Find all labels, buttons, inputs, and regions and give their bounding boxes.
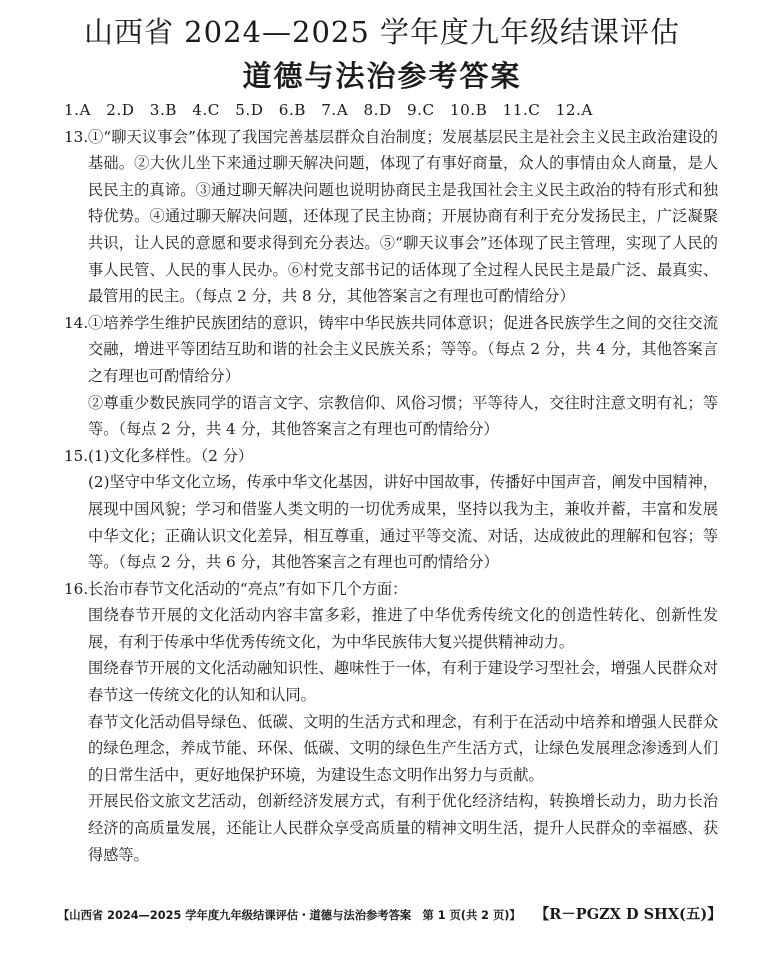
answer-paragraph: ①“聊天议事会”体现了我国完善基层群众自治制度；发展基层民主是社会主义民主政治建设的基础。②大伙儿坐下来通过聊天解决问题，体现了有事好商量，众人的事情由众人商量，是人民民主的真谛。③通过聊天解决问题也说明协商民主是我国社会主义民主政治的特有形式和独特优势。④通过聊天解决问题，还体现了民主协商；开展协商有利于充分发扬民主，广泛凝聚共识，让人民的意愿和要求得到充分表达。⑤“聊天议事会”还体现了民主管理，实现了人民的事人民管、人民的事人民办。⑥村党支部书记的话体现了全过程人民民主是最广泛、最真实、最管用的民主。（每点 2 分，共 8 分，其他答案言之有理也可酌情给分） (88, 127, 718, 306)
answer-content (64, 97, 718, 868)
mc-answer: 2.D (106, 101, 135, 119)
footer-code: 【R－PGZX D SHX(五)】 (534, 906, 722, 923)
mc-answer: 9.C (407, 101, 435, 119)
mc-answer: 5.D (235, 101, 264, 119)
mc-answer: 11.C (502, 101, 541, 119)
answer-paragraph: 围绕春节开展的文化活动内容丰富多彩，推进了中华优秀传统文化的创造性转化、创新性发展，有利于传承中华优秀传统文化，为中华民族伟大复兴提供精神动力。 (88, 606, 718, 651)
mc-answer: 7.A (321, 101, 349, 119)
answer-paragraph: ②尊重少数民族同学的语言文字、宗教信仰、风俗习惯；平等待人，交往时注意文明有礼；等等。（每点 2 分，共 4 分，其他答案言之有理也可酌情给分） (88, 393, 718, 439)
answer-paragraph: 长治市春节文化活动的“亮点”有如下几个方面： (88, 579, 408, 598)
question-number: 14. (64, 313, 89, 332)
page-footer (58, 903, 722, 924)
question-number: 15. (64, 446, 89, 465)
multiple-choice-answers (64, 97, 718, 124)
mc-answer: 10.B (449, 101, 488, 119)
mc-answer: 4.C (192, 101, 220, 119)
question-16 (64, 576, 718, 869)
question-13 (64, 124, 718, 310)
answer-paragraph: 春节文化活动倡导绿色、低碳、文明的生活方式和理念，有利于在活动中培养和增强人民群众的绿色理念，养成节能、环保、低碳、文明的绿色生产生活方式，让绿色发展理念渗透到人们的日常生活中，更好地保护环境，为建设生态文明作出努力与贡献。 (88, 712, 718, 784)
mc-answer: 6.B (278, 101, 306, 119)
mc-answer: 12.A (555, 101, 593, 119)
page-title: 山西省 2024—2025 学年度九年级结课评估 (83, 15, 681, 49)
mc-answer: 8.D (363, 101, 392, 119)
question-number: 13. (64, 127, 89, 146)
answer-paragraph: 围绕春节开展的文化活动融知识性、趣味性于一体，有利于建设学习型社会，增强人民群众对春节这一传统文化的认知和认同。 (88, 659, 718, 705)
page-subtitle: 道德与法治参考答案 (242, 59, 522, 93)
question-15 (64, 443, 718, 576)
mc-answer: 1.A (64, 101, 91, 119)
question-number: 16. (64, 579, 89, 598)
answer-paragraph: (2)坚守中华文化立场，传承中华文化基因，讲好中国故事，传播好中国声音，阐发中国精神，展现中国风貌；学习和借鉴人类文明的一切优秀成果，坚持以我为主，兼收并蓄，丰富和发展中华文化；正确认识文化差异，相互尊重，通过平等交流、对话，达成彼此的理解和包容；等等。（每点 2 分，共 6 分，其他答案言之有理也可酌情给分） (88, 473, 718, 572)
answer-paragraph: (1)文化多样性。（2 分） (88, 446, 254, 465)
question-14 (64, 310, 718, 443)
answer-paragraph: 开展民俗文旅文艺活动，创新经济发展方式，有利于优化经济结构，转换增长动力，助力长治经济的高质量发展，还能让人民群众享受高质量的精神文明生活，提升人民群众的幸福感、获得感等。 (88, 792, 718, 864)
footer-text: 【山西省 2024—2025 学年度九年级结课评估・道德与法治参考答案 第 1 页(共 2 页)】 (58, 909, 521, 922)
answer-paragraph: ①培养学生维护民族团结的意识，铸牢中华民族共同体意识；促进各民族学生之间的交往交流交融，增进平等团结互助和谐的社会主义民族关系；等等。（每点 2 分，共 4 分，其他答案言之有理也可酌情给分） (88, 313, 718, 385)
mc-answer: 3.B (149, 101, 177, 119)
